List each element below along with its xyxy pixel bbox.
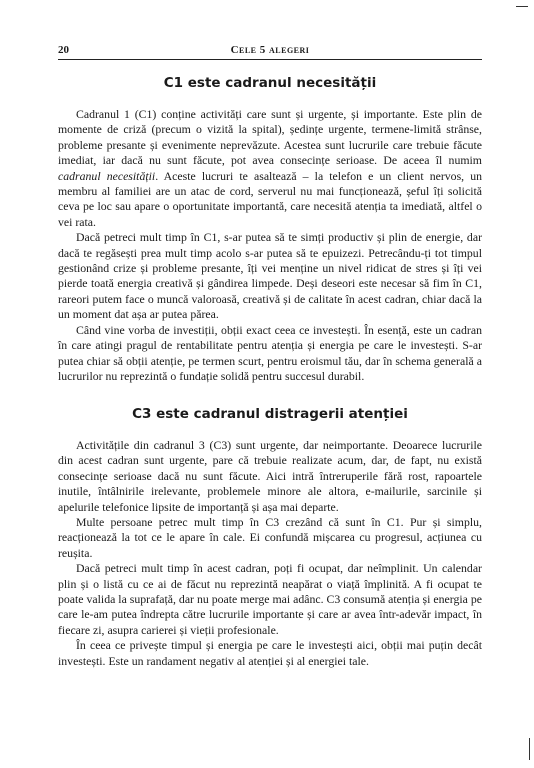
running-title: Cele 5 alegeri	[230, 44, 310, 56]
section-body-c1	[58, 107, 482, 384]
paragraph-text: . Aceste lucruri te asaltează – la telefon e un client nervos, un membru al familiei are un atac de cord, serverul nu mai funcționează, șeful îți solicită ceva pe loc sau apare o oportunitate importantă, care necesită atenția ta imediată, altfel o vei rata.	[58, 168, 483, 229]
section-body-c3	[58, 438, 482, 669]
crop-mark	[516, 6, 528, 7]
page-number: 20	[58, 44, 69, 56]
paragraph-text: Cadranul 1 (C1) conține activități care sunt și urgente, și importante. Este plin de momente de criză (precum o vizită la spital), ședințe urgente, termene-limită strânse, probleme presante și evenimente neprevăzute. Acestea sunt lucrurile care trebuie făcute imediat, iar dacă nu sunt făcute, pot avea consecințe serioase. De aceea îl numim	[58, 107, 482, 168]
crop-mark	[529, 738, 530, 760]
paragraph: În ceea ce privește timpul și energia pe care le investești aici, obții mai puțin decât investești. Este un randament negativ al atenției și al energiei tale.	[58, 638, 482, 668]
page-header	[58, 43, 482, 60]
paragraph: Dacă petreci mult timp în C1, s-ar putea să te simți productiv și plin de energie, dar dacă te regăsești prea mult timp acolo s-ar putea să te epuizezi. Petrecându-ți tot timpul gestionând crize și probleme presante, îți vei menține un nivel ridicat de stres și îți vei pierde toată energia creativă și gândirea limpede. Deși deseori este necesar să fim în C1, rareori putem face o muncă valoroasă, creativă și de calitate în acest cadran, chiar dacă la un moment dat așa ar putea părea.	[58, 230, 482, 322]
paragraph: Activitățile din cadranul 3 (C3) sunt urgente, dar neimportante. Deoarece lucrurile din acest cadran sunt urgente, pare că trebuie realizate acum, dar, de fapt, nu există consecințe serioase dacă nu sunt făcute. Aici intră întreruperile fără rost, rapoartele inutile, întâlnirile irelevante, problemele minore ale altora, e-mailurile, sarcinile și apelurile telefonice lipsite de importanță și așa mai departe.	[58, 438, 482, 514]
emphasized-term: cadranul necesității	[58, 168, 156, 183]
section-heading-c3: C3 este cadranul distragerii atenției	[132, 406, 408, 422]
paragraph	[58, 107, 482, 230]
paragraph: Când vine vorba de investiții, obții exact ceea ce investești. În esență, este un cadran în care atingi pragul de rentabilitate pentru atenția și energia pe care le investești. S-ar putea chiar să obții atenție, pe termen scurt, pentru eroismul tău, dar în schema generală a lucrurilor nu reprezintă o fundație solidă pentru succesul durabil.	[58, 322, 482, 383]
paragraph: Dacă petreci mult timp în acest cadran, poți fi ocupat, dar neîmplinit. Un calendar plin și o listă cu ce ai de făcut nu reprezintă neapărat o viață împlinită. A fi ocupat te poate valida la suprafață, dar nu poate merge mai adânc. C3 consumă atenția și energia pe care le-am putea îndrepta către lucrurile importante și care ar avea într-adevăr impact, în fiecare zi, asupra carierei și vieții profesionale.	[58, 561, 482, 637]
section-heading-c1: C1 este cadranul necesității	[163, 75, 377, 91]
paragraph: Multe persoane petrec mult timp în C3 crezând că sunt în C1. Pur și simplu, reacționează la tot ce le apare în cale. Ei confundă mișcarea cu progresul, acțiunea cu reușita.	[58, 515, 482, 560]
